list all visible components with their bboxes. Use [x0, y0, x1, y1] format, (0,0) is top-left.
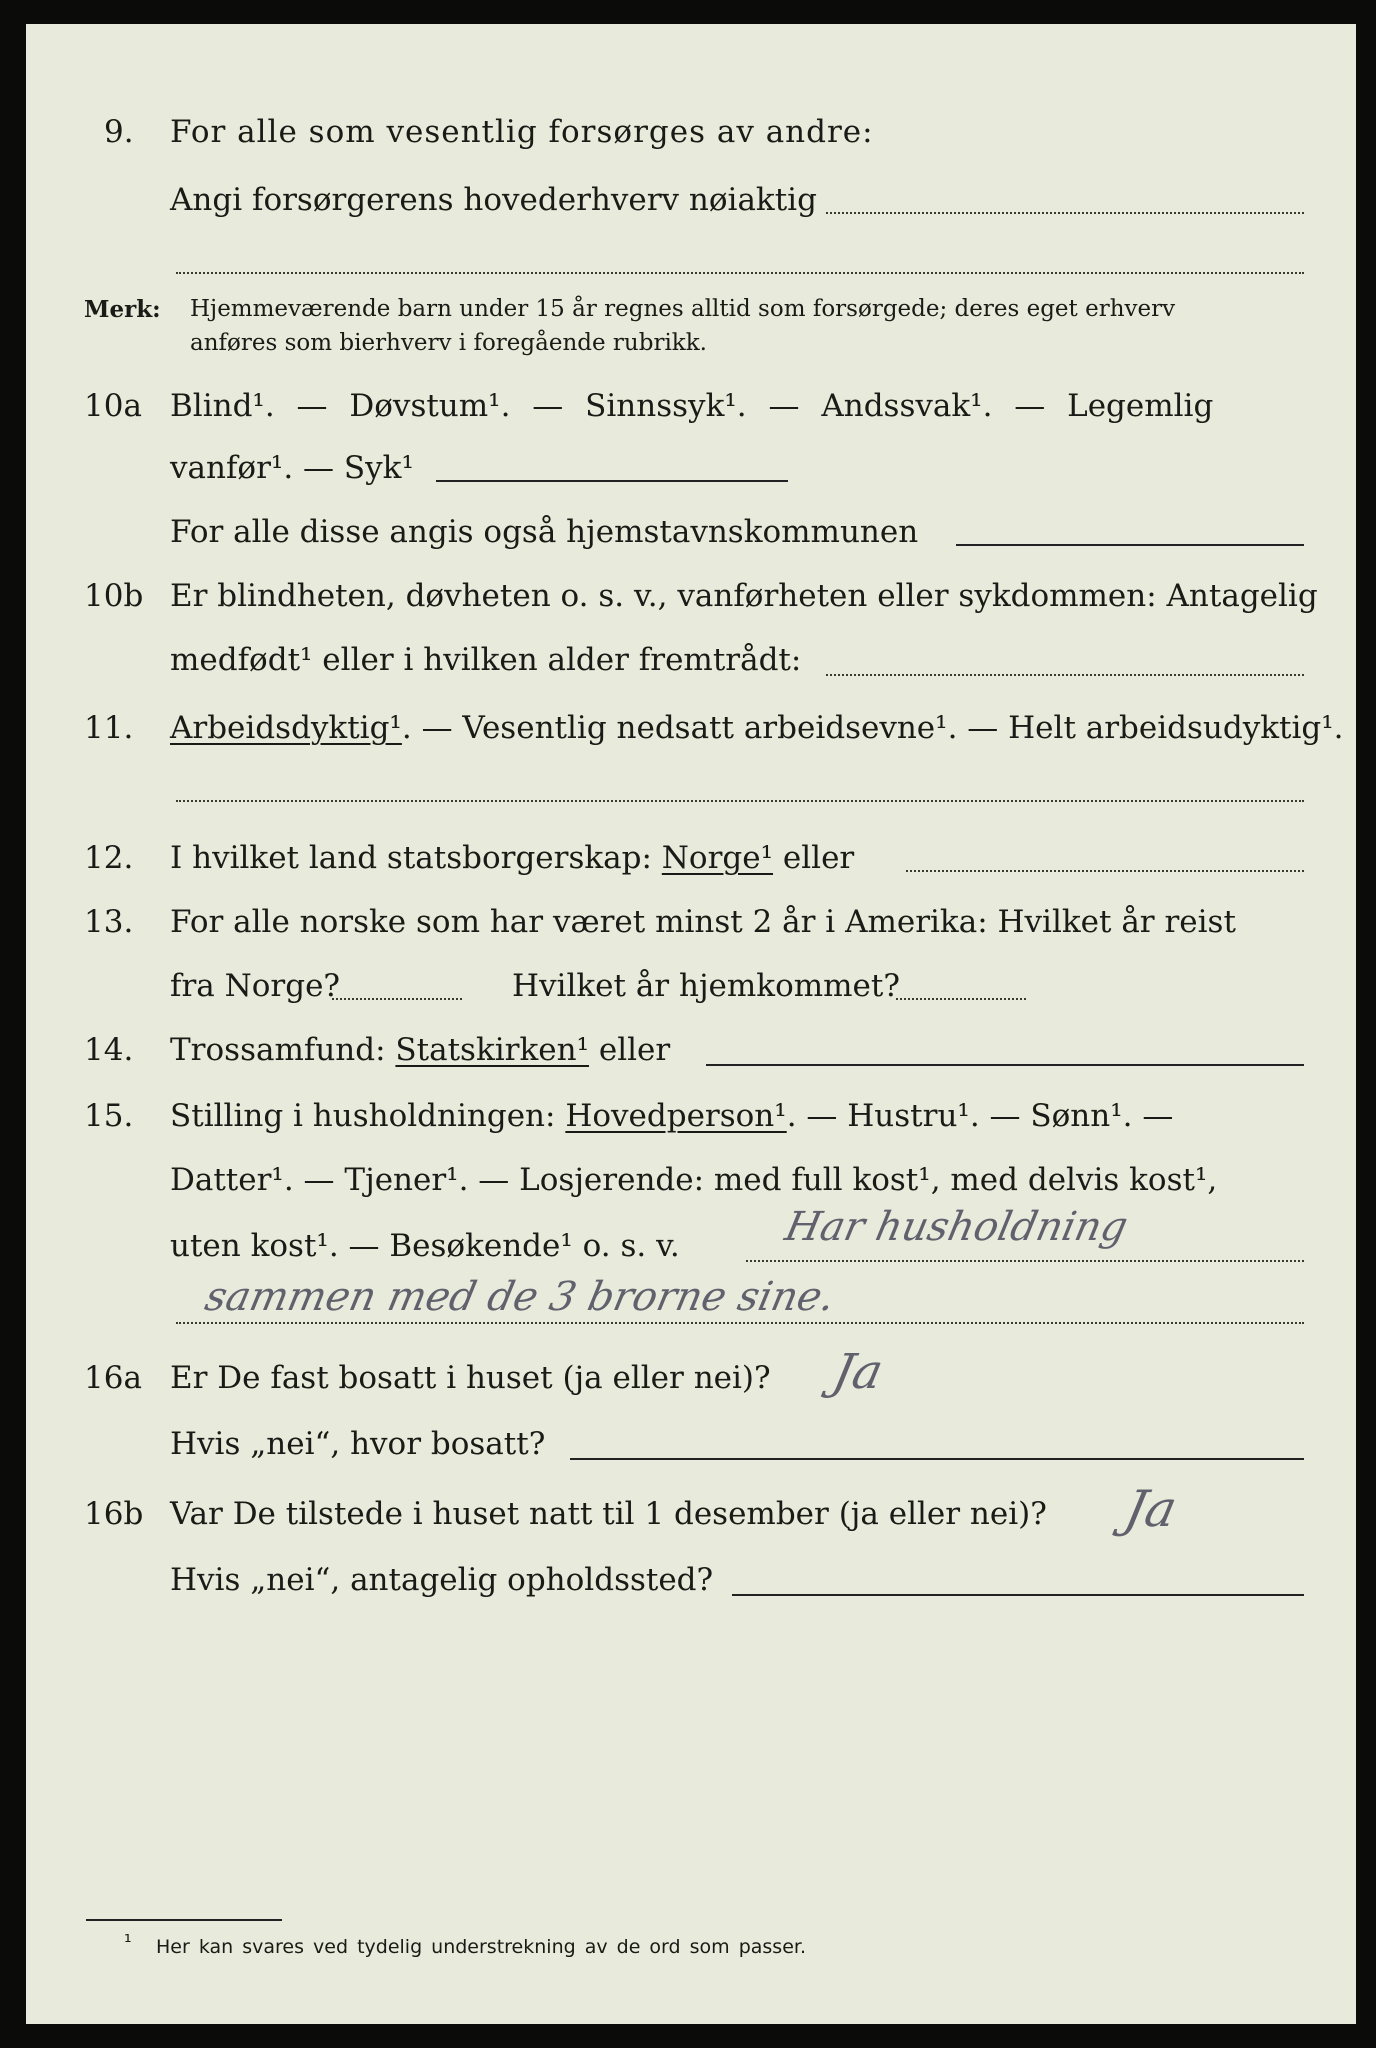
q11-number: 11.: [84, 710, 134, 746]
q11-rest: . — Vesentlig nedsatt arbeidsevne¹. — Helt arbeidsudyktig¹.: [401, 710, 1344, 746]
q16b-line1: Var De tilstede i huset natt til 1 desember (ja eller nei)?: [170, 1496, 1047, 1532]
census-form-page: [26, 24, 1356, 2024]
q12-norge-underlined: Norge¹: [661, 840, 774, 876]
q14-post: eller: [598, 1032, 671, 1068]
q13-line2a: fra Norge?: [170, 968, 341, 1004]
q12-text: [170, 840, 854, 876]
q11-arbeidsdyktig-underlined: Arbeidsdyktig¹: [170, 710, 402, 746]
q11-text: [170, 710, 1344, 746]
q14-text: [170, 1032, 670, 1068]
q16b-number: 16b: [84, 1496, 144, 1532]
q14-statskirken-underlined: Statskirken¹: [395, 1032, 589, 1068]
q13-number: 13.: [84, 904, 134, 940]
q16b-handwritten: Ja: [1119, 1480, 1183, 1538]
q14-number: 14.: [84, 1032, 134, 1068]
q13-hjemkommet-line: [896, 998, 1026, 1000]
q10b-number: 10b: [84, 578, 144, 614]
q10b-line1: Er blindheten, døvheten o. s. v., vanførheten eller sykdommen: Antagelig: [170, 578, 1318, 614]
q15-line1: [170, 1098, 1173, 1134]
q11-answer-line: [176, 800, 1304, 802]
q10b-line2: medfødt¹ eller i hvilken alder fremtrådt:: [170, 642, 802, 678]
q10a-line1: Blind¹. — Døvstum¹. — Sinnssyk¹. — Andssvak¹. — Legemlig: [170, 388, 1214, 424]
merk-line1: Hjemmeværende barn under 15 år regnes alltid som forsørgede; deres eget erhverv: [190, 296, 1176, 322]
q10a-line3: For alle disse angis også hjemstavnskommunen: [170, 514, 919, 550]
q16a-handwritten: Ja: [828, 1344, 888, 1400]
q9-line2: Angi forsørgerens hovederhverv nøiaktig: [170, 182, 817, 218]
footnote-rule: [86, 1919, 282, 1921]
q15-handwritten-1: Har husholdning: [781, 1204, 1132, 1250]
q10a-line2: vanfør¹. — Syk¹: [170, 450, 414, 486]
q15-line2: Datter¹. — Tjener¹. — Losjerende: med full kost¹, med delvis kost¹,: [170, 1162, 1218, 1198]
q10a-syk-line: [436, 480, 788, 482]
q16a-line1: Er De fast bosatt i huset (ja eller nei)?: [170, 1360, 771, 1396]
merk-label: Merk:: [84, 296, 161, 323]
q10b-answer-line: [826, 674, 1304, 676]
q16b-line2: Hvis „nei“, antagelig opholdssted?: [170, 1562, 714, 1598]
q15-line3: uten kost¹. — Besøkende¹ o. s. v.: [170, 1228, 680, 1264]
merk-line2: anføres som bierhverv i foregående rubrikk.: [190, 330, 707, 356]
q9-number: 9.: [104, 114, 134, 150]
q13-line2b: Hvilket år hjemkommet?: [512, 968, 900, 1004]
q14-answer-line: [706, 1064, 1304, 1066]
q16a-line2: Hvis „nei“, hvor bosatt?: [170, 1426, 546, 1462]
q13-reist-line: [332, 998, 462, 1000]
q14-pre: Trossamfund:: [170, 1032, 386, 1068]
q15-handwritten-2: sammen med de 3 brorne sine.: [201, 1274, 839, 1320]
q15-pre: Stilling i husholdningen:: [170, 1098, 556, 1134]
q16b-answer-line: [732, 1594, 1304, 1596]
q13-line1: For alle norske som har været minst 2 år i Amerika: Hvilket år reist: [170, 904, 1236, 940]
footnote-mark: ¹: [124, 1931, 132, 1953]
q15-hovedperson-underlined: Hovedperson¹: [565, 1098, 787, 1134]
q10a-number: 10a: [84, 388, 142, 424]
q16a-number: 16a: [84, 1360, 142, 1396]
q16a-answer-line: [570, 1458, 1304, 1460]
q12-number: 12.: [84, 840, 134, 876]
q15-answer-line-2: [176, 1322, 1304, 1324]
q9-answer-line-2: [176, 272, 1304, 274]
q12-post: eller: [782, 840, 855, 876]
q15-answer-line-1: [746, 1260, 1304, 1262]
q9-line1: For alle som vesentlig forsørges av andre:: [170, 114, 874, 150]
q12-pre: I hvilket land statsborgerskap:: [170, 840, 652, 876]
q15-rest1: . — Hustru¹. — Sønn¹. —: [786, 1098, 1174, 1134]
q12-answer-line: [906, 870, 1304, 872]
q15-number: 15.: [84, 1098, 134, 1134]
q10a-kommune-line: [956, 544, 1304, 546]
q9-answer-line-1: [826, 212, 1304, 214]
footnote-text: Her kan svares ved tydelig understrekning av de ord som passer.: [156, 1936, 806, 1958]
